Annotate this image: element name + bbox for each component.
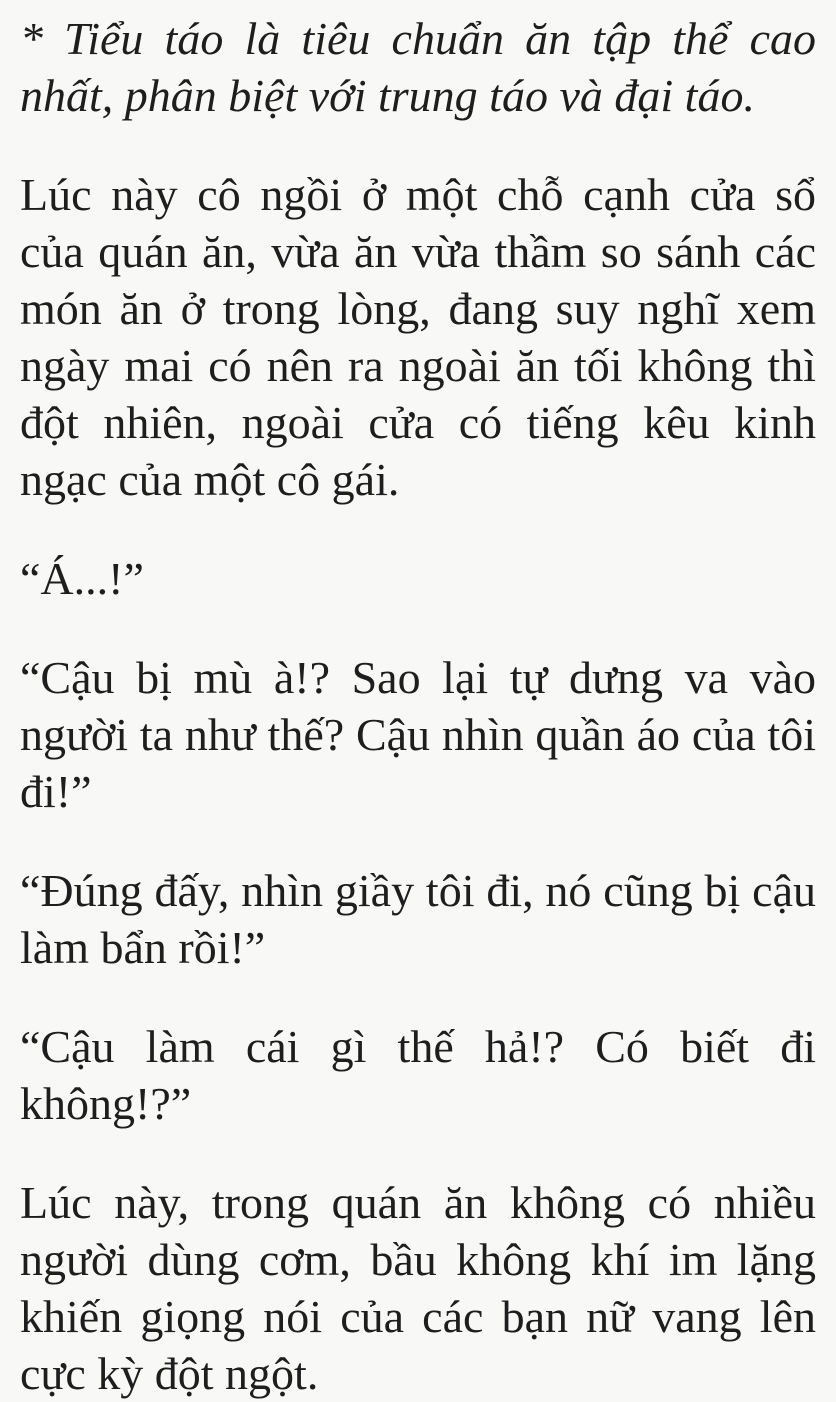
dialogue-paragraph-scold: “Cậu làm cái gì thế hả!? Có biết đi không!?” xyxy=(20,1021,816,1129)
narration-paragraph: Lúc này cô ngồi ở một chỗ cạnh cửa sổ của quán ăn, vừa ăn vừa thầm so sánh các món ăn ở trong lòng, đang suy nghĩ xem ngày mai có nên ra ngoài ăn tối không thì đột nhiên, ngoài cửa có tiếng kêu kinh ngạc của một cô gái. xyxy=(20,169,816,505)
dialogue-paragraph-exclaim: “Á...!” xyxy=(20,553,144,604)
dialogue-paragraph-blind: “Cậu bị mù à!? Sao lại tự dưng va vào người ta như thế? Cậu nhìn quần áo của tôi đi!” xyxy=(20,652,816,817)
narration-paragraph-closing: Lúc này, trong quán ăn không có nhiều người dùng cơm, bầu không khí im lặng khiến giọng nói của các bạn nữ vang lên cực kỳ đột ngột. xyxy=(20,1177,816,1399)
footnote-paragraph: * Tiểu táo là tiêu chuẩn ăn tập thể cao nhất, phân biệt với trung táo và đại táo. xyxy=(20,13,816,121)
dialogue-paragraph-shoes: “Đúng đấy, nhìn giầy tôi đi, nó cũng bị cậu làm bẩn rồi!” xyxy=(20,865,816,973)
